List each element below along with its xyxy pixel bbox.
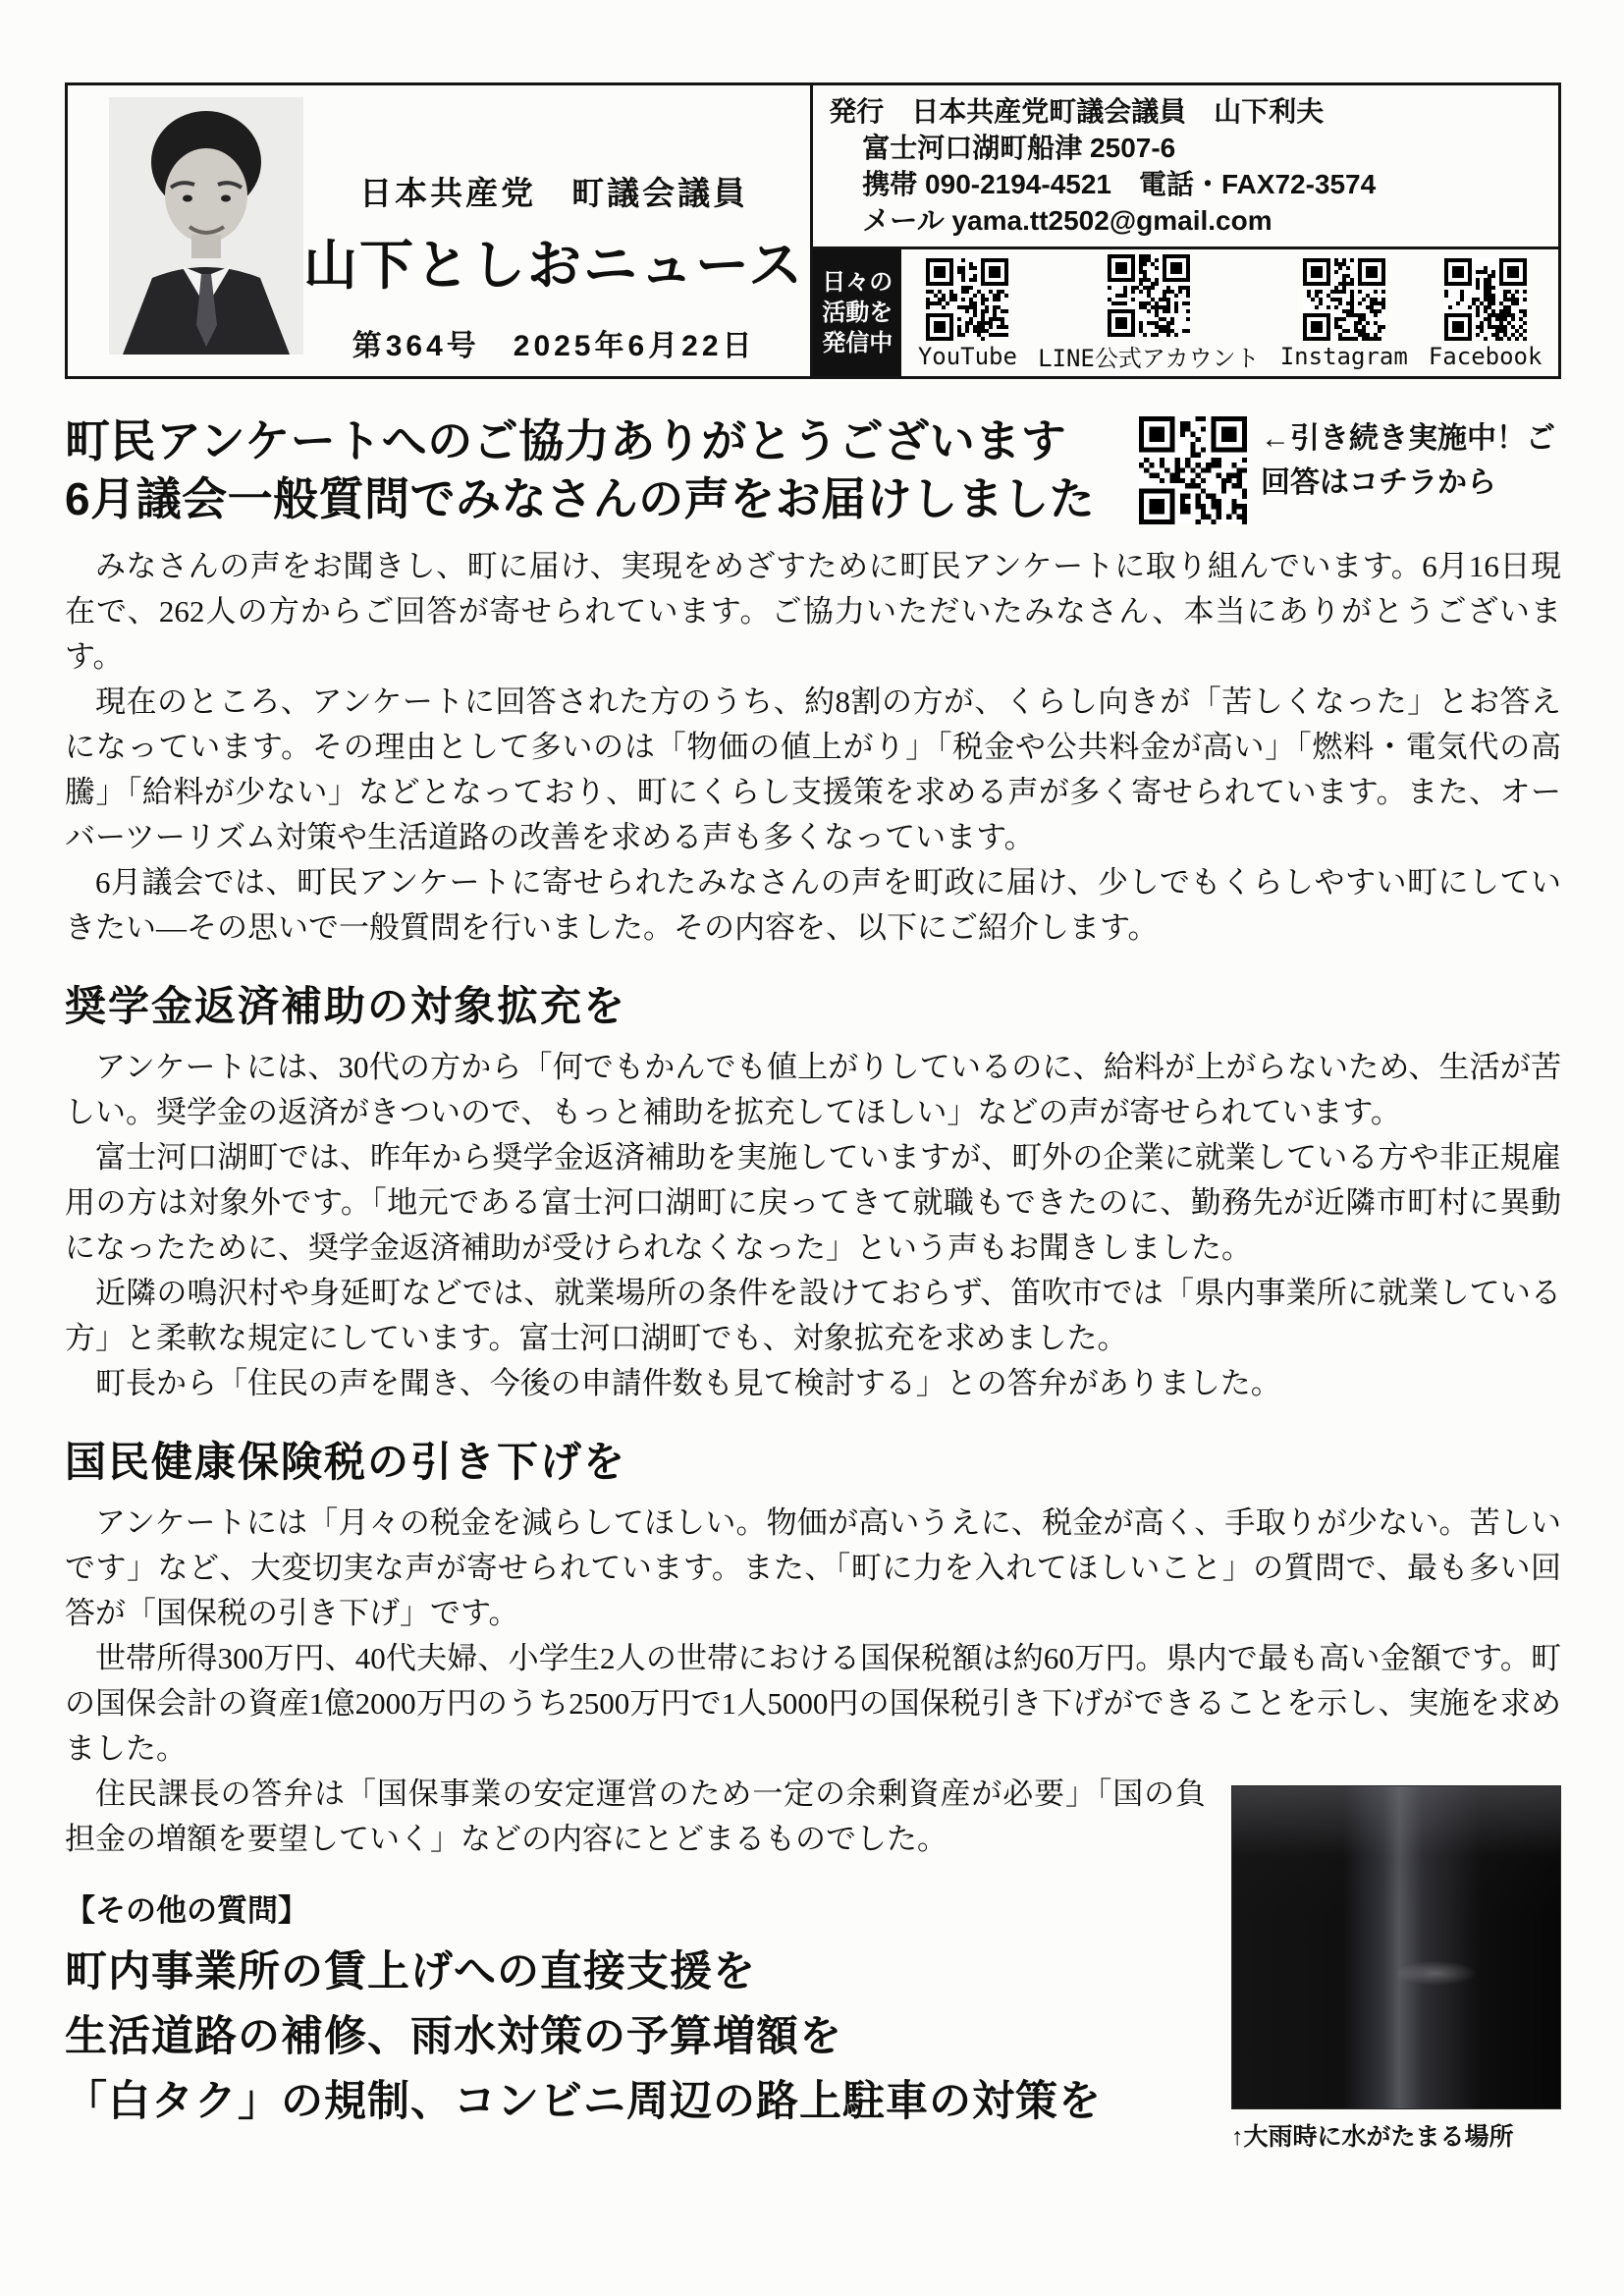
- article-body: [65, 544, 1561, 2151]
- other-questions-label: 【その他の質問】: [65, 1893, 308, 1928]
- survey-qr-block: [1139, 412, 1561, 528]
- other-question-item: 生活道路の補修、雨水対策の予算増額を: [65, 2013, 842, 2060]
- issue-number-date: 第364号 2025年6月22日: [352, 330, 756, 362]
- publisher-email: メール yama.tt2502@gmail.com: [862, 205, 1272, 236]
- instagram-qr-code: [1303, 258, 1385, 341]
- social-item-youtube: [918, 258, 1017, 370]
- other-question-item: 町内事業所の賃上げへの直接支援を: [65, 1948, 756, 1995]
- portrait-illustration: [109, 97, 303, 355]
- publisher-line: 発行 日本共産党町議会議員 山下利夫: [829, 96, 1325, 127]
- newsletter-title: 山下としおニュース: [303, 235, 805, 296]
- lead-paragraph: みなさんの声をお聞きし、町に届け、実現をめざすために町民アンケートに取り組んでいます。6月16日現在で、262人の方からご回答が寄せられています。ご協力いただいたみなさん、本当にありがとうございます。: [65, 549, 1561, 674]
- headline-line-2: 6月議会一般質問でみなさんの声をお届けしました: [65, 473, 1096, 524]
- article2-paragraph: アンケートには「月々の税金を減らしてほしい。物価が高いうえに、税金が高く、手取りが少ない。苦しいです」など、大変切実な声が寄せられています。また、「町に力を入れてほしいこと」の質問で、最も多い回答が「国保税の引き下げ」です。: [65, 1505, 1561, 1630]
- lead-paragraph: 現在のところ、アンケートに回答された方のうち、約8割の方が、くらし向きが「苦しくなった」とお答えになっています。その理由として多いのは「物価の値上がり」「税金や公共料金が高い」「燃料・電気代の高騰」「給料が少ない」などとなっており、町にくらし支援策を求める声が多く寄せられています。また、オーバーツーリズム対策や生活道路の改善を求める声も多くなっています。: [65, 684, 1561, 854]
- masthead: [65, 82, 1561, 379]
- social-item-line: [1038, 254, 1260, 373]
- article1-paragraph: 近隣の鳴沢村や身延町などでは、就業場所の条件を設けておらず、笛吹市では「県内事業所に就業している方」と柔軟な規定にしています。富士河口湖町でも、対象拡充を求めました。: [65, 1276, 1561, 1355]
- section-heading-insurance-tax: 国民健康保険税の引き下げを: [65, 1439, 627, 1485]
- survey-qr-note: ←引き続き実施中！ご回答はコチラから: [1261, 422, 1555, 499]
- social-items: [901, 249, 1558, 376]
- lead-paragraph: 6月議会では、町民アンケートに寄せられたみなさんの声を町政に届け、少しでもくらしやすい町にしていきたい―その思いで一般質問を行いました。その内容を、以下にご紹介します。: [65, 865, 1561, 945]
- lead-headline-block: [65, 412, 1561, 528]
- youtube-qr-code: [926, 258, 1008, 341]
- line-qr-code: [1108, 254, 1190, 337]
- other-question-item: 「白タク」の規制、コンビニ周辺の路上駐車の対策を: [65, 2078, 1102, 2125]
- flood-photo-image: [1231, 1785, 1561, 2109]
- party-role-line: 日本共産党 町議会議員: [359, 175, 749, 211]
- survey-qr-code: [1139, 416, 1247, 524]
- headline-line-1: 町民アンケートへのご協力ありがとうございます: [65, 415, 1067, 466]
- article1-paragraph: 富士河口湖町では、昨年から奨学金返済補助を実施していますが、町外の企業に就業している方や非正規雇用の方は対象外です。「地元である富士河口湖町に戻ってきて就職もできたのに、勤務先が近隣市町村に異動になったために、奨学金返済補助が受けられなくなった」という声もお聞きしました。: [65, 1140, 1561, 1265]
- masthead-left: [68, 85, 810, 376]
- instagram-label: Instagram: [1279, 342, 1408, 370]
- publisher-phone: 携帯 090-2194-4521 電話・FAX72-3574: [862, 169, 1377, 199]
- flood-photo-caption: ↑大雨時に水がたまる場所: [1231, 2123, 1514, 2151]
- masthead-right: [810, 85, 1558, 376]
- section-heading-scholarship: 奨学金返済補助の対象拡充を: [65, 983, 627, 1029]
- facebook-qr-code: [1444, 258, 1527, 341]
- line-label: LINE公式アカウント: [1038, 345, 1260, 372]
- lead-headlines: [65, 412, 1139, 528]
- publisher-contact-block: [813, 85, 1558, 249]
- article1-paragraph: 町長から「住民の声を聞き、今後の申請件数も見て検討する」との答弁がありました。: [95, 1366, 1281, 1400]
- facebook-label: Facebook: [1428, 342, 1543, 370]
- social-item-facebook: [1429, 258, 1543, 370]
- social-item-instagram: [1280, 258, 1408, 370]
- masthead-titles: [303, 97, 804, 366]
- youtube-label: YouTube: [917, 342, 1017, 370]
- flood-photo-block: [1231, 1785, 1561, 2153]
- article1-paragraph: アンケートには、30代の方から「何でもかんでも値上がりしているのに、給料が上がらないため、生活が苦しい。奨学金の返済がきついので、もっと補助を拡充してほしい」などの声が寄せられています。: [65, 1050, 1561, 1129]
- other-questions-section: [65, 1772, 1561, 2151]
- article2-paragraph: 住民課長の答弁は「国保事業の安定運営のため一定の余剰資産が必要」「国の負担金の増額を要望していく」などの内容にとどまるものでした。: [65, 1777, 1206, 1856]
- activity-badge: 日々の活動を発信中: [813, 249, 901, 376]
- publisher-address: 富士河口湖町船津 2507-6: [862, 133, 1176, 163]
- member-portrait-photo: [109, 97, 303, 355]
- social-qr-row: [813, 249, 1558, 376]
- article2-paragraph: 世帯所得300万円、40代夫婦、小学生2人の世帯における国保税額は約60万円。県内で最も高い金額です。町の国保会計の資産1億2000万円のうち2500万円で1人5000円の国保税引き下げができることを示し、実施を求めました。: [65, 1641, 1561, 1766]
